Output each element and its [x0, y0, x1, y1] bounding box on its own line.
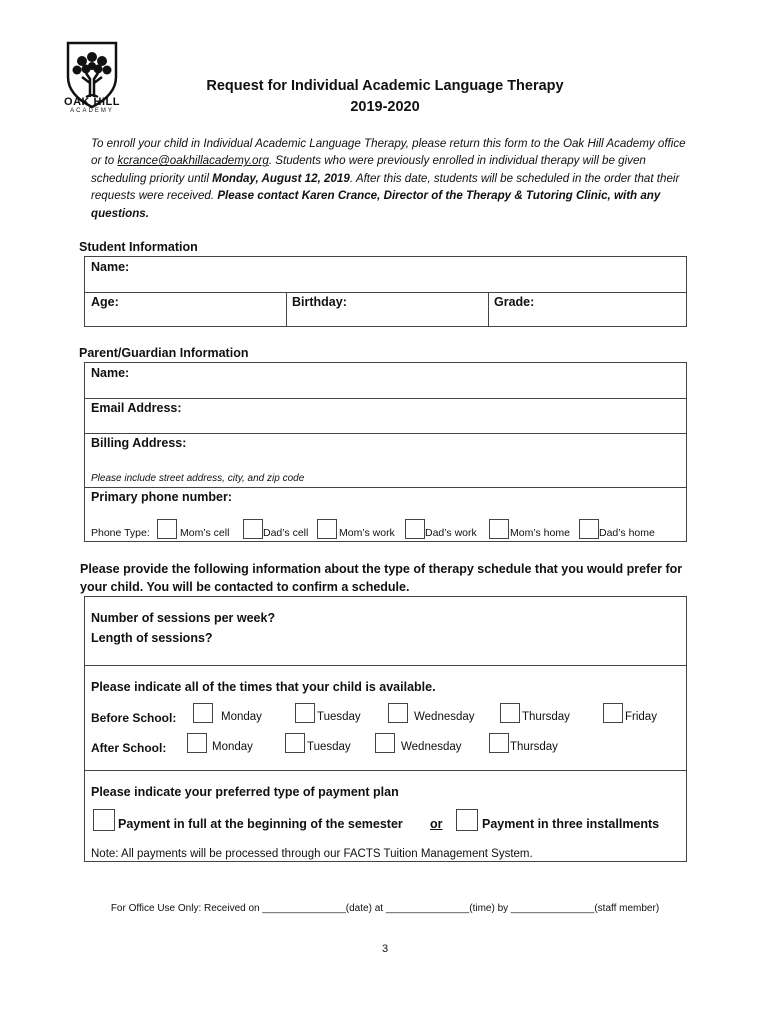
checkbox-before-monday[interactable] [193, 703, 213, 723]
schedule-question: Please provide the following information about the type of therapy schedule that you would prefer for your child. You will be contacted to confirm a schedule. [80, 562, 683, 594]
contact-note: Please contact Karen Crance, Director of the Therapy & Tutoring Clinic, with any questions. [91, 189, 661, 220]
primary-phone-field[interactable]: Primary phone number: [91, 490, 232, 504]
checkbox-before-wednesday[interactable] [388, 703, 408, 723]
checkbox-after-tuesday[interactable] [285, 733, 305, 753]
student-info-box [84, 256, 687, 327]
email-link[interactable]: kcrance@oakhillacademy.org [117, 154, 269, 168]
parent-email-field[interactable]: Email Address: [91, 401, 182, 415]
before-school-label: Before School: [91, 711, 177, 725]
payment-note: Note: All payments will be processed through our FACTS Tuition Management System. [91, 848, 533, 860]
logo-subtitle: ACADEMY [70, 108, 114, 114]
page-year: 2019-2020 [350, 99, 420, 115]
intro-text-2: . Students who were previously enrolled in individual therapy will be given scheduling priority until [91, 154, 646, 185]
checkbox-dads-work[interactable] [405, 519, 425, 539]
after-thursday-label: Thursday [510, 741, 558, 753]
intro-text-1: To enroll your child in Individual Academic Language Therapy, please return this form to the Oak Hill Academy office or to [91, 137, 686, 168]
checkbox-moms-cell[interactable] [157, 519, 177, 539]
intro-text-3: . After this date, students will be scheduled in the order that their requests were received. [91, 171, 680, 203]
logo-name: OAK HILL [64, 96, 120, 108]
phone-type-dads-work: Dad’s work [425, 527, 477, 539]
after-wednesday-label: Wednesday [401, 741, 462, 753]
before-thursday-label: Thursday [522, 711, 570, 723]
office-use-footer: For Office Use Only: Received on _______________(date) at _______________(time) by _______________(staff member) [110, 903, 660, 914]
phone-type-moms-work: Mom’s work [339, 527, 395, 539]
checkbox-before-thursday[interactable] [500, 703, 520, 723]
after-school-label: After School: [91, 741, 167, 755]
page-number: 3 [381, 943, 389, 955]
parent-info-heading: Parent/Guardian Information [79, 346, 249, 360]
checkbox-moms-home[interactable] [489, 519, 509, 539]
availability-heading: Please indicate all of the times that your child is available. [91, 680, 436, 694]
student-name-field[interactable]: Name: [91, 260, 130, 274]
checkbox-before-tuesday[interactable] [295, 703, 315, 723]
before-wednesday-label: Wednesday [414, 711, 475, 723]
parent-info-box [84, 362, 687, 542]
before-friday-label: Friday [625, 711, 657, 723]
payment-heading: Please indicate your preferred type of payment plan [91, 785, 399, 799]
sessions-per-week-field[interactable]: Number of sessions per week? [91, 611, 276, 625]
after-tuesday-label: Tuesday [307, 741, 351, 753]
student-grade-field[interactable]: Grade: [494, 295, 535, 309]
student-age-field[interactable]: Age: [91, 295, 119, 309]
checkbox-after-wednesday[interactable] [375, 733, 395, 753]
checkbox-payment-full[interactable] [93, 809, 115, 831]
phone-type-dads-cell: Dad’s cell [263, 527, 309, 539]
billing-note: Please include street address, city, and zip code [91, 473, 305, 484]
parent-name-field[interactable]: Name: [91, 366, 130, 380]
phone-type-moms-home: Mom’s home [510, 527, 570, 539]
before-monday-label: Monday [221, 711, 262, 723]
session-length-field[interactable]: Length of sessions? [91, 631, 213, 645]
checkbox-after-monday[interactable] [187, 733, 207, 753]
intro-paragraph [91, 135, 691, 222]
checkbox-moms-work[interactable] [317, 519, 337, 539]
phone-type-label: Phone Type: [91, 527, 150, 539]
after-monday-label: Monday [212, 741, 253, 753]
checkbox-before-friday[interactable] [603, 703, 623, 723]
page-title: Request for Individual Academic Language Therapy [206, 78, 564, 94]
priority-date: Monday, August 12, 2019 [212, 171, 350, 185]
phone-type-dads-home: Dad’s home [599, 527, 655, 539]
checkbox-dads-cell[interactable] [243, 519, 263, 539]
before-tuesday-label: Tuesday [317, 711, 361, 723]
payment-full-label: Payment in full at the beginning of the semester [118, 817, 403, 831]
student-info-heading: Student Information [79, 240, 198, 254]
schedule-box [84, 596, 687, 862]
phone-type-moms-cell: Mom’s cell [180, 527, 230, 539]
checkbox-dads-home[interactable] [579, 519, 599, 539]
student-birthday-field[interactable]: Birthday: [292, 295, 347, 309]
payment-installments-label: Payment in three installments [482, 817, 660, 831]
billing-address-field[interactable]: Billing Address: [91, 436, 187, 450]
payment-or: or [430, 817, 443, 831]
checkbox-after-thursday[interactable] [489, 733, 509, 753]
checkbox-payment-installments[interactable] [456, 809, 478, 831]
